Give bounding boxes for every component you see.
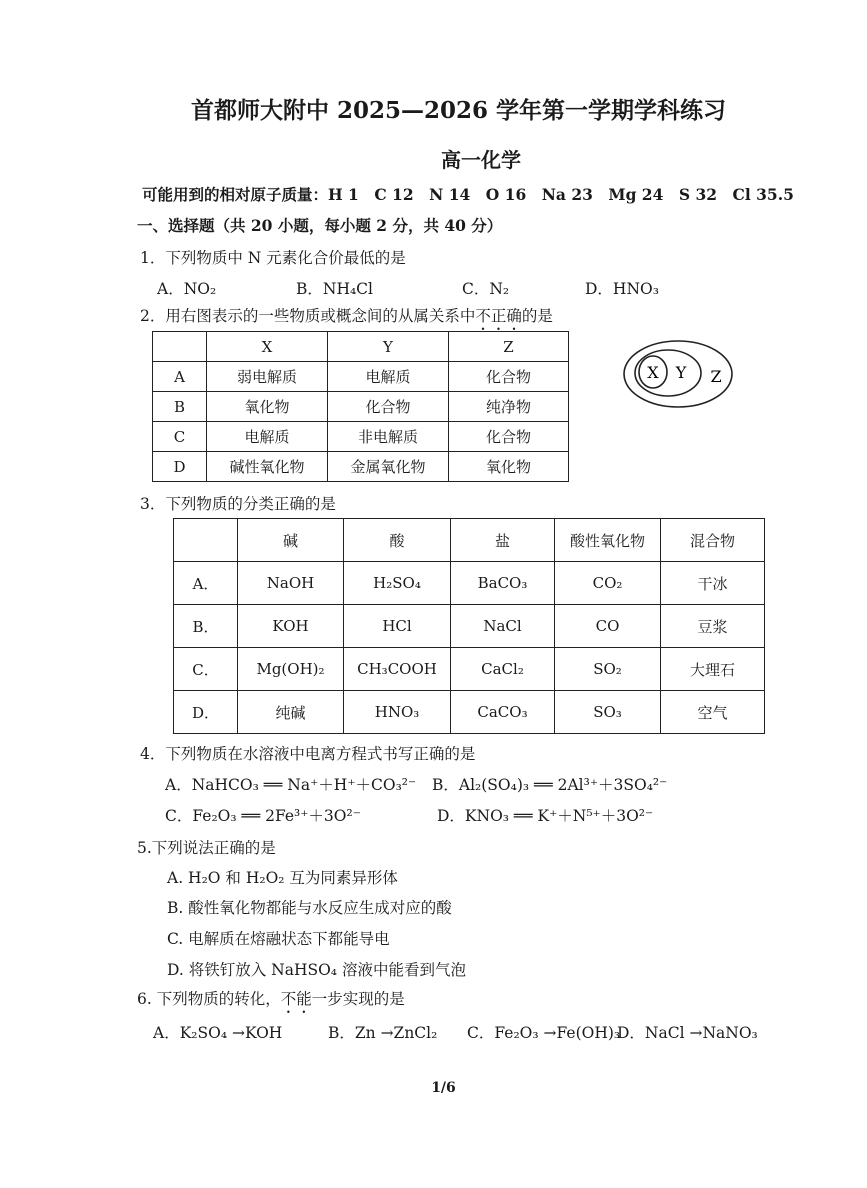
table-header-row	[174, 519, 765, 562]
section-heading: 一、选择题（共 20 小题，每小题 2 分，共 40 分）	[137, 216, 503, 235]
table-cell: C．	[174, 648, 238, 691]
question-6-stem	[137, 987, 405, 1017]
question-1-stem: 1．下列物质中 N 元素化合价最低的是	[140, 249, 406, 267]
table-cell: 纯净物	[449, 392, 569, 422]
table-cell: HNO₃	[344, 691, 451, 734]
table-cell: A	[153, 362, 207, 392]
table-cell: NaCl	[451, 605, 555, 648]
atomic-masses: 可能用到的相对原子质量：H 1 C 12 N 14 O 16 Na 23 Mg 24 S 32 Cl 35.5	[142, 185, 794, 204]
q6-option-a: A．K₂SO₄ →KOH	[153, 1024, 283, 1042]
table-cell: SO₂	[555, 648, 661, 691]
q2-stem-emphasis: 不正确	[475, 307, 522, 325]
table-cell: Z	[449, 332, 569, 362]
table-cell: BaCO₃	[451, 562, 555, 605]
table-cell: 化合物	[328, 392, 449, 422]
table-cell: 干冰	[661, 562, 765, 605]
question-5-stem: 5.下列说法正确的是	[137, 839, 276, 857]
table-cell: 氧化物	[449, 452, 569, 482]
q5-option-d: D. 将铁钉放入 NaHSO₄ 溶液中能看到气泡	[167, 961, 466, 979]
table-cell: X	[207, 332, 328, 362]
q4-option-a: A．NaHCO₃ ══ Na⁺＋H⁺＋CO₃²⁻	[165, 776, 417, 794]
table-cell: D	[153, 452, 207, 482]
q5-option-a: A. H₂O 和 H₂O₂ 互为同素异形体	[167, 869, 398, 887]
q1-option-d: D．HNO₃	[585, 280, 659, 298]
q2-table	[152, 331, 569, 482]
table-row	[153, 362, 569, 392]
table-row	[174, 605, 765, 648]
venn-middle-ellipse	[635, 350, 701, 396]
table-row	[153, 392, 569, 422]
table-cell: SO₃	[555, 691, 661, 734]
table-cell: 碱	[238, 519, 344, 562]
q1-option-c: C．N₂	[462, 280, 510, 298]
table-cell: Mg(OH)₂	[238, 648, 344, 691]
table-cell: 电解质	[328, 362, 449, 392]
table-cell: CO₂	[555, 562, 661, 605]
page-number: 1/6	[431, 1080, 456, 1096]
table-cell: CH₃COOH	[344, 648, 451, 691]
table-row	[174, 691, 765, 734]
table-cell: D．	[174, 691, 238, 734]
question-2-stem	[140, 304, 553, 334]
table-cell: A．	[174, 562, 238, 605]
table-cell: 弱电解质	[207, 362, 328, 392]
q6-stem-emphasis: 不能	[280, 990, 312, 1008]
page-subtitle: 高一化学	[441, 148, 521, 172]
table-cell: 碱性氧化物	[207, 452, 328, 482]
q6-stem-after: 一步实现的是	[311, 990, 405, 1008]
q3-table	[173, 518, 765, 734]
table-cell: C	[153, 422, 207, 452]
table-cell: 酸	[344, 519, 451, 562]
table-cell: CaCO₃	[451, 691, 555, 734]
table-cell: 豆浆	[661, 605, 765, 648]
question-3-stem: 3．下列物质的分类正确的是	[140, 495, 336, 513]
venn-diagram	[622, 340, 742, 410]
table-cell: 氧化物	[207, 392, 328, 422]
table-cell: 酸性氧化物	[555, 519, 661, 562]
table-cell: 电解质	[207, 422, 328, 452]
venn-label-y: Y	[675, 363, 687, 382]
table-cell: CaCl₂	[451, 648, 555, 691]
q1-option-a: A．NO₂	[157, 280, 217, 298]
q6-option-c: C．Fe₂O₃ →Fe(OH)₃	[467, 1024, 621, 1042]
q6-stem-before: 6. 下列物质的转化，	[137, 990, 281, 1008]
table-cell: HCl	[344, 605, 451, 648]
table-cell: 混合物	[661, 519, 765, 562]
table-cell: B．	[174, 605, 238, 648]
venn-label-z: Z	[710, 367, 722, 386]
table-cell: CO	[555, 605, 661, 648]
table-cell: Y	[328, 332, 449, 362]
q5-option-c: C. 电解质在熔融状态下都能导电	[167, 930, 390, 948]
table-cell	[153, 332, 207, 362]
table-cell: 空气	[661, 691, 765, 734]
page-title: 首都师大附中 2025—2026 学年第一学期学科练习	[190, 97, 727, 124]
table-header-row	[153, 332, 569, 362]
table-cell: 金属氧化物	[328, 452, 449, 482]
q6-option-b: B．Zn →ZnCl₂	[328, 1024, 438, 1042]
table-cell: 化合物	[449, 422, 569, 452]
q1-option-b: B．NH₄Cl	[296, 280, 374, 298]
question-4-stem: 4．下列物质在水溶液中电离方程式书写正确的是	[140, 745, 476, 763]
table-cell: NaOH	[238, 562, 344, 605]
table-cell: 大理石	[661, 648, 765, 691]
table-cell: B	[153, 392, 207, 422]
table-row	[174, 648, 765, 691]
table-cell: 盐	[451, 519, 555, 562]
q2-stem-before: 2．用右图表示的一些物质或概念间的从属关系中	[140, 307, 476, 325]
q4-option-c: C．Fe₂O₃ ══ 2Fe³⁺＋3O²⁻	[165, 807, 361, 825]
q6-option-d: D．NaCl →NaNO₃	[617, 1024, 758, 1042]
table-cell: H₂SO₄	[344, 562, 451, 605]
q2-stem-after: 的是	[521, 307, 553, 325]
table-cell: 非电解质	[328, 422, 449, 452]
table-row	[153, 452, 569, 482]
q4-option-b: B．Al₂(SO₄)₃ ══ 2Al³⁺＋3SO₄²⁻	[432, 776, 668, 794]
table-row	[174, 562, 765, 605]
table-cell: 化合物	[449, 362, 569, 392]
table-cell	[174, 519, 238, 562]
venn-label-x: X	[647, 363, 659, 382]
q4-option-d: D．KNO₃ ══ K⁺＋N⁵⁺＋3O²⁻	[437, 807, 654, 825]
q5-option-b: B. 酸性氧化物都能与水反应生成对应的酸	[167, 899, 452, 917]
table-cell: 纯碱	[238, 691, 344, 734]
table-cell: KOH	[238, 605, 344, 648]
table-row	[153, 422, 569, 452]
